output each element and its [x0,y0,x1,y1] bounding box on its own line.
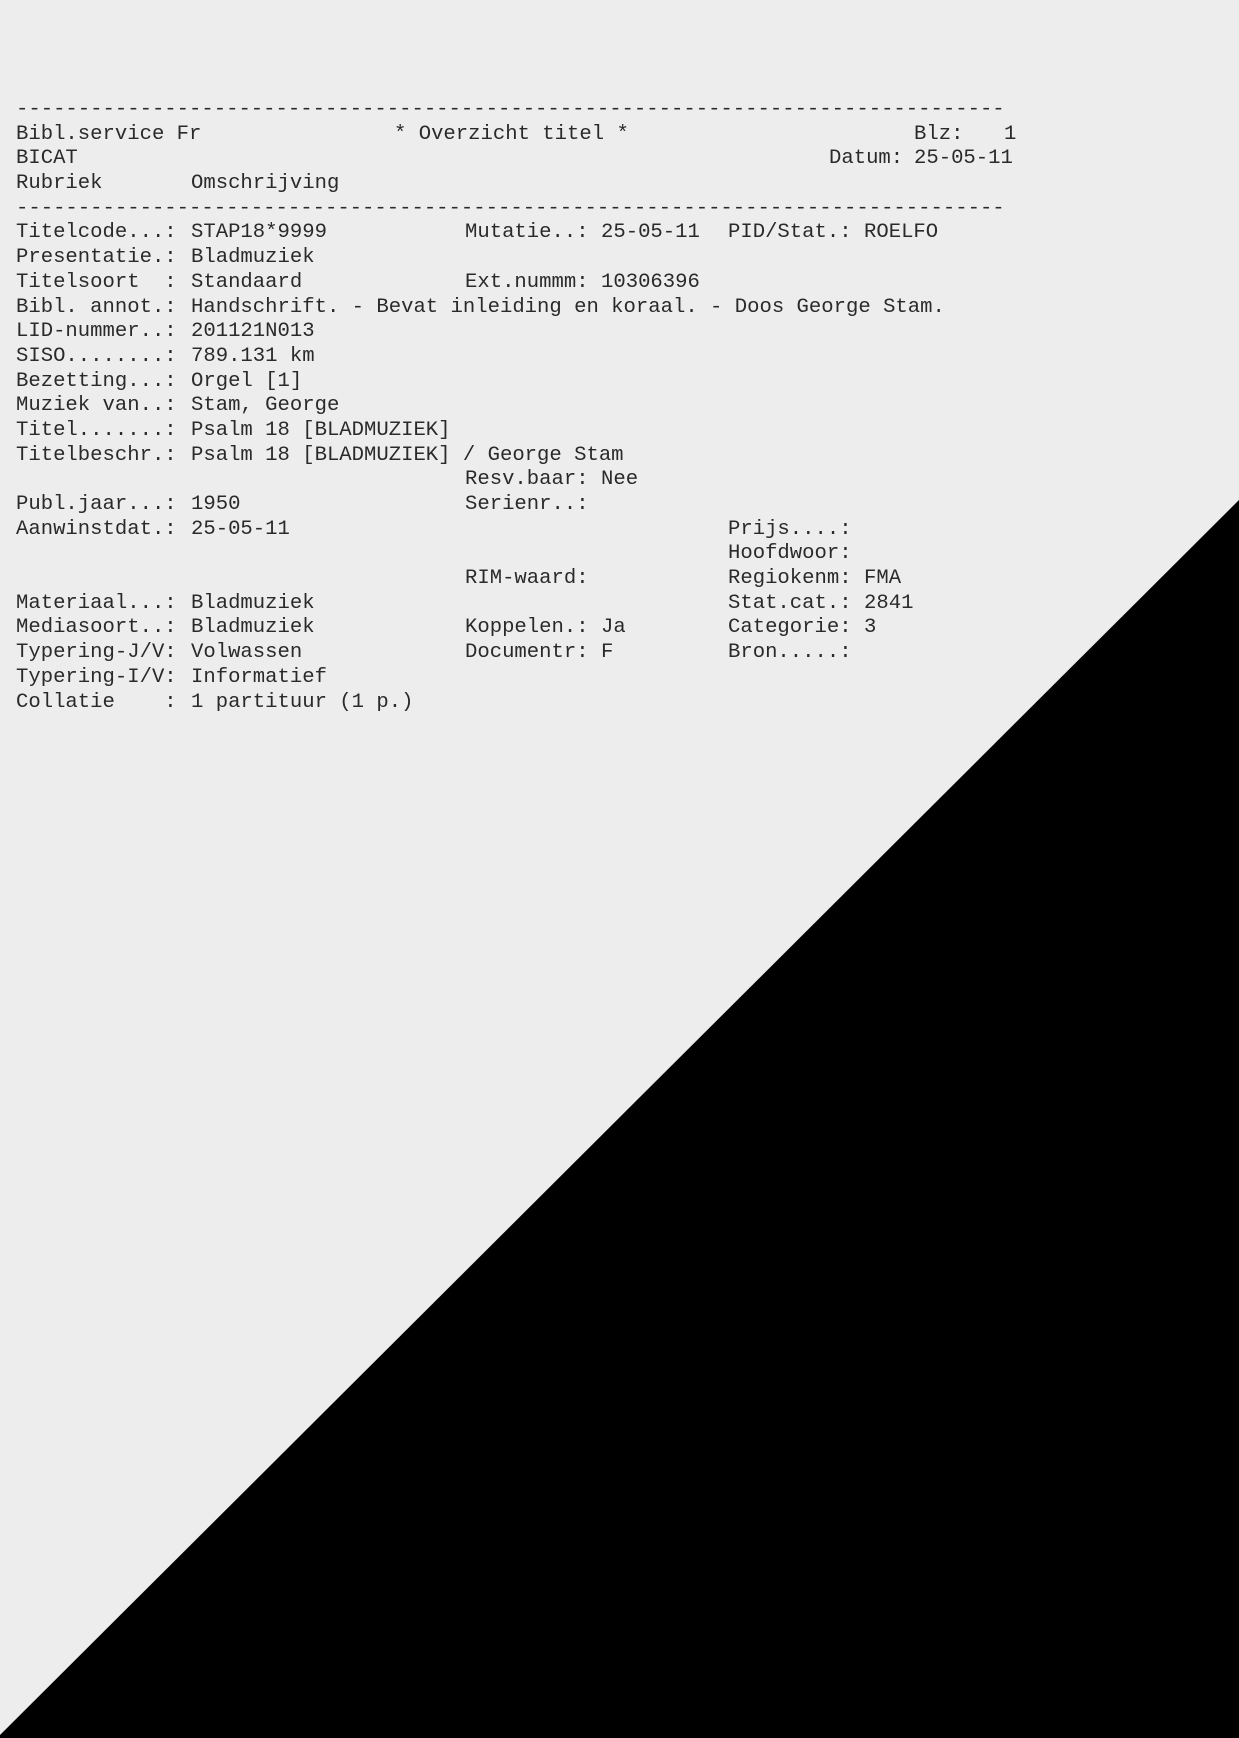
row-aanwinst [16,517,852,543]
report-title: * Overzicht titel * [394,122,629,146]
field-value: Nee [601,468,639,492]
row-mediasoort [16,616,877,641]
field-label: Mediasoort..: [16,616,177,640]
field-value: 3 [864,616,877,640]
column-rubriek: Rubriek [16,172,103,196]
field-value: 789.131 km [191,344,315,368]
row-collatie [16,690,414,716]
row-typjv [16,641,852,666]
field-value: 2841 [864,591,914,615]
header-line-3 [16,172,340,197]
field-label: Titelcode...: [16,221,177,245]
field-label: Presentatie.: [16,246,177,270]
row-hoofdwoor [16,542,852,567]
column-omschrijving: Omschrijving [191,172,340,196]
field-label: Documentr: [465,641,589,665]
page-label: Blz: [914,122,964,146]
field-label: Serienr..: [465,493,589,516]
field-value: 25-05-11 [601,221,700,245]
field-label: Resv.baar: [465,468,589,492]
field-label: Categorie: [728,616,852,640]
page-number: 1 [1004,122,1017,146]
field-value: Bladmuziek [191,591,315,615]
field-value: F [601,641,614,665]
field-value: 10306396 [601,270,700,294]
field-value: ROELFO [864,221,939,245]
row-rim [16,567,902,592]
field-label: Prijs....: [728,517,852,541]
title-overview-printout [16,98,1017,715]
field-label: Aanwinstdat.: [16,517,177,541]
field-label: Hoofdwoor: [728,542,852,566]
report-date: 25-05-11 [914,147,1013,171]
field-label: Bezetting...: [16,369,177,393]
service-name: Bibl.service Fr [16,122,202,146]
field-value: 25-05-11 [191,517,290,541]
field-label: Mutatie..: [465,221,589,245]
field-label: Publ.jaar...: [16,493,177,516]
rule-top [16,98,1005,123]
date-label: Datum: [829,147,904,171]
dashed-rule: -------------------------------------------------------------------------------- [16,98,1005,121]
row-typiv [16,665,327,691]
row-resvbaar [16,468,639,493]
field-label: LID-nummer..: [16,320,177,344]
field-label: Stat.cat.: [728,591,852,615]
row-materiaal [16,591,914,617]
row-muziek [16,394,340,419]
field-label: Muziek van..: [16,394,177,418]
field-value: Informatief [191,665,327,689]
field-label: Collatie : [16,690,177,714]
row-annotatie [16,295,945,321]
field-value: Standaard [191,270,303,294]
row-titelsoort [16,270,700,296]
row-publjaar [16,493,589,518]
dashed-rule: -------------------------------------------------------------------------------- [16,196,1005,220]
field-value: Bladmuziek [191,246,315,270]
field-value: Volwassen [191,641,303,665]
field-value: Psalm 18 [BLADMUZIEK] / George Stam [191,443,624,467]
row-bezetting [16,369,303,395]
field-label: Bibl. annot.: [16,295,177,319]
system-name: BICAT [16,147,78,171]
header-line-1 [16,122,1017,148]
field-label: Regiokenm: [728,567,852,591]
field-label: Titel.......: [16,418,177,442]
field-label: Titelbeschr.: [16,443,177,467]
field-value: Stam, George [191,394,340,418]
field-label: Materiaal...: [16,591,177,615]
row-lid [16,320,315,345]
field-value: Orgel [1] [191,369,303,393]
rule-mid [16,196,1005,222]
field-label: SISO........: [16,344,177,368]
row-titelbeschr [16,443,624,469]
field-value: Ja [601,616,626,640]
field-label: Titelsoort : [16,270,177,294]
field-label: Typering-J/V: [16,641,177,665]
field-label: Ext.nummm: [465,270,589,294]
field-value: Handschrift. - Bevat inleiding en koraal. - Doos George Stam. [191,295,945,319]
field-value: 1 partituur (1 p.) [191,690,414,714]
field-value: Bladmuziek [191,616,315,640]
row-titelcode [16,221,939,246]
field-value: FMA [864,567,902,591]
field-label: Typering-I/V: [16,665,177,689]
field-label: Koppelen.: [465,616,589,640]
row-titel [16,418,451,444]
field-value: 1950 [191,493,241,516]
header-line-2 [16,147,1013,172]
field-label: RIM-waard: [465,567,589,591]
row-presentatie [16,246,315,271]
field-label: Bron.....: [728,641,852,665]
field-value: 201121N013 [191,320,315,344]
field-value: Psalm 18 [BLADMUZIEK] [191,418,451,442]
field-value: STAP18*9999 [191,221,327,245]
field-label: PID/Stat.: [728,221,852,245]
row-siso [16,344,315,370]
